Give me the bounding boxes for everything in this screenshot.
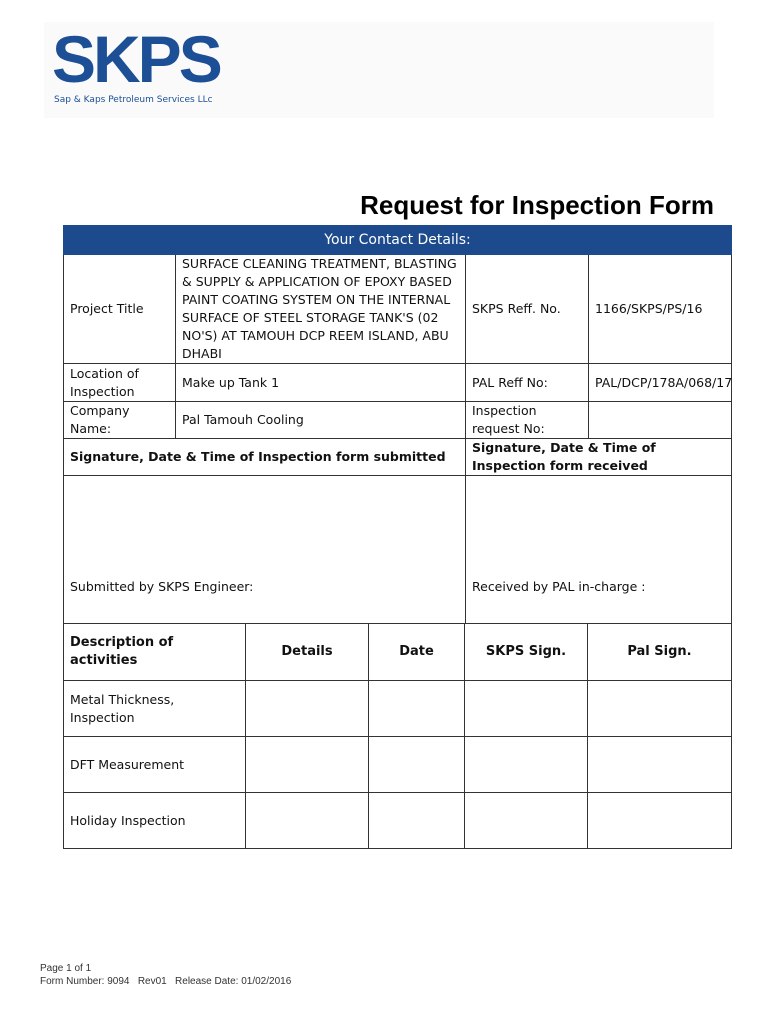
activity-row [64, 737, 732, 793]
header-description: Description of activities [64, 624, 246, 681]
logo-wordmark: SKPS [52, 22, 220, 96]
activity-details-cell[interactable] [246, 737, 369, 793]
submitted-heading: Signature, Date & Time of Inspection form submitted [64, 439, 466, 476]
request-no-label: Inspection request No: [466, 402, 589, 439]
location-value: Make up Tank 1 [176, 364, 466, 402]
activity-pal-sign-cell[interactable] [588, 681, 732, 737]
company-logo [44, 22, 714, 118]
project-title-value: SURFACE CLEANING TREATMENT, BLASTING & SUPPLY & APPLICATION OF EPOXY BASED PAINT COATING SYSTEM ON THE INTERNAL SURFACE OF STEEL STORAGE TANK'S (02 NO'S) AT TAMOUH DCP REEM ISLAND, ABU DHABI [176, 255, 466, 364]
activity-details-cell[interactable] [246, 793, 369, 849]
contact-details-banner: Your Contact Details: [64, 226, 732, 255]
logo-subtitle: Sap & Kaps Petroleum Services LLc [54, 95, 213, 105]
company-value: Pal Tamouh Cooling [176, 402, 466, 439]
company-row [64, 402, 732, 439]
header-skps-sign: SKPS Sign. [465, 624, 588, 681]
activity-skps-sign-cell[interactable] [465, 737, 588, 793]
submitted-by-field[interactable]: Submitted by SKPS Engineer: [64, 476, 466, 624]
activity-pal-sign-cell[interactable] [588, 737, 732, 793]
activity-row [64, 793, 732, 849]
activity-description: DFT Measurement [64, 737, 246, 793]
company-label: Company Name: [64, 402, 176, 439]
activities-header-row [64, 624, 732, 681]
banner-row [64, 226, 732, 255]
pal-ref-label: PAL Reff No: [466, 364, 589, 402]
received-by-field[interactable]: Received by PAL in-charge : [466, 476, 732, 624]
activity-date-cell[interactable] [369, 737, 465, 793]
signature-heading-row [64, 439, 732, 476]
pal-ref-value: PAL/DCP/178A/068/17 [589, 364, 732, 402]
activity-details-cell[interactable] [246, 681, 369, 737]
activity-date-cell[interactable] [369, 681, 465, 737]
header-pal-sign: Pal Sign. [588, 624, 732, 681]
form-number-info: Form Number: 9094 Rev01 Release Date: 01/02/2016 [40, 976, 292, 987]
activity-description: Metal Thickness, Inspection [64, 681, 246, 737]
request-no-value [589, 402, 732, 439]
location-row [64, 364, 732, 402]
project-row [64, 255, 732, 364]
page-number: Page 1 of 1 [40, 963, 92, 974]
project-title-label: Project Title [64, 255, 176, 364]
page-footer [40, 962, 291, 988]
signature-area-row [64, 476, 732, 624]
header-date: Date [369, 624, 465, 681]
header-details: Details [246, 624, 369, 681]
activity-pal-sign-cell[interactable] [588, 793, 732, 849]
activity-date-cell[interactable] [369, 793, 465, 849]
inspection-form [63, 225, 731, 849]
activity-skps-sign-cell[interactable] [465, 793, 588, 849]
skps-ref-label: SKPS Reff. No. [466, 255, 589, 364]
received-heading: Signature, Date & Time of Inspection form received [466, 439, 732, 476]
form-title: Request for Inspection Form [360, 190, 714, 220]
location-label: Location of Inspection [64, 364, 176, 402]
skps-ref-value: 1166/SKPS/PS/16 [589, 255, 732, 364]
activity-skps-sign-cell[interactable] [465, 681, 588, 737]
activities-table [63, 623, 732, 849]
activity-description: Holiday Inspection [64, 793, 246, 849]
contact-details-table [63, 225, 732, 624]
activity-row [64, 681, 732, 737]
